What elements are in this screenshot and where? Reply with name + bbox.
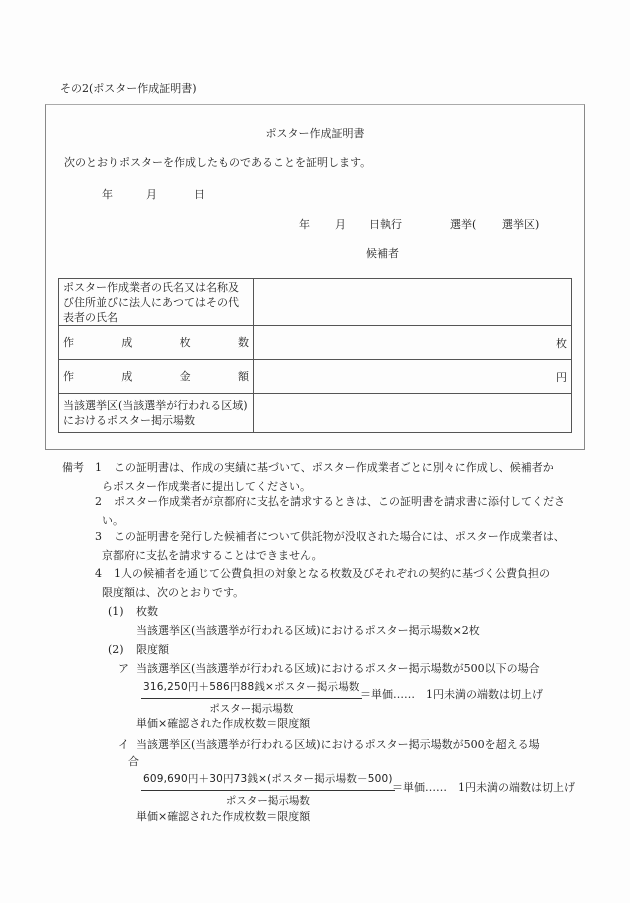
formula-limit: 単価×確認された作成枚数＝限度額 (136, 810, 311, 823)
quantity-field[interactable] (254, 326, 572, 360)
table-row (59, 326, 572, 360)
candidate-label: 候補者 (366, 247, 399, 260)
form-caption: その2(ポスター作成証明書) (60, 82, 197, 95)
note-text: 限度額は、次のとおりです。 (102, 586, 245, 599)
contractor-name-field[interactable] (254, 279, 572, 326)
election-day-field[interactable]: 日執行 (369, 218, 402, 231)
election-year-field[interactable]: 年 (299, 218, 310, 231)
case-mark: イ (118, 738, 129, 751)
formula-denominator: ポスター掲示場数 (225, 795, 310, 807)
label-char: 数 (237, 336, 249, 349)
document-title: ポスター作成証明書 (265, 127, 365, 140)
note-text: この証明書は、作成の実績に基づいて、ポスター作成業者ごとに別々に作成し、候補者か (114, 461, 554, 474)
notes-heading: 備考 (62, 461, 84, 474)
table-row (59, 360, 572, 394)
subsection-number: (2) (108, 643, 124, 656)
note-text: ポスター作成業者が京都府に支払を請求するときは、この証明書を請求書に添付してくださ (114, 495, 565, 508)
note-text: 1人の候補者を通じて公費負担の対象となる枚数及びそれぞれの契約に基づく公費負担の (114, 567, 550, 580)
subsection-title: 限度額 (136, 643, 169, 656)
issue-day-field[interactable]: 日 (194, 188, 205, 201)
contractor-name-label: ポスター作成業者の氏名又は名称及び住所並びに法人にあつてはその代表者の氏名 (59, 279, 254, 326)
formula-limit: 単価×確認された作成枚数＝限度額 (136, 717, 311, 730)
note-text: 京都府に支払を請求することはできません。 (102, 549, 323, 562)
election-district-field[interactable]: 選挙区) (502, 218, 540, 231)
certification-statement: 次のとおりポスターを作成したものであることを証明します。 (64, 156, 372, 169)
label-char: 成 (121, 370, 133, 383)
note-number: 1 (95, 461, 102, 474)
label-char: 額 (237, 370, 249, 383)
formula-result: ＝単価…… 1円未満の端数は切上げ (392, 781, 575, 794)
formula-numerator: 609,690円＋30円73銭×(ポスター掲示場数－500) (141, 770, 395, 791)
note-text: い。 (102, 514, 124, 527)
poster-sites-label: 当該選挙区(当該選挙が行われる区域)におけるポスター掲示場数 (59, 394, 254, 433)
issue-year-field[interactable]: 年 (102, 188, 113, 201)
case-text: 当該選挙区(当該選挙が行われる区域)におけるポスター掲示場数が500以下の場合 (136, 662, 540, 675)
formula-denominator: ポスター掲示場数 (209, 703, 294, 715)
issue-month-field[interactable]: 月 (146, 188, 157, 201)
note-text: らポスター作成業者に提出してください。 (102, 480, 311, 493)
note-number: 2 (95, 495, 102, 508)
amount-label (59, 360, 254, 394)
quantity-label (59, 326, 254, 360)
formula-result: ＝単価…… 1円未満の端数は切上げ (360, 688, 543, 701)
certificate-table (58, 278, 572, 433)
formula-fraction-b (141, 770, 395, 811)
table-row (59, 279, 572, 326)
case-text: 合 (128, 755, 139, 768)
subsection-text: 当該選挙区(当該選挙が行われる区域)におけるポスター掲示場数×2枚 (136, 624, 480, 637)
subsection-title: 枚数 (136, 605, 158, 618)
label-char: 作 (63, 370, 74, 383)
case-text: 当該選挙区(当該選挙が行われる区域)におけるポスター掲示場数が500を超える場 (136, 738, 540, 751)
note-number: 3 (95, 530, 102, 543)
note-text: この証明書を発行した候補者について供託物が没収された場合には、ポスター作成業者は、 (114, 530, 565, 543)
case-mark: ア (118, 662, 129, 675)
label-char: 成 (121, 336, 133, 349)
poster-sites-field[interactable] (254, 394, 572, 433)
unit-sheets: 枚 (556, 336, 567, 350)
label-char: 枚 (179, 336, 191, 349)
formula-numerator: 316,250円＋586円88銭×ポスター掲示場数 (141, 678, 362, 699)
election-month-field[interactable]: 月 (335, 218, 346, 231)
amount-field[interactable] (254, 360, 572, 394)
formula-fraction-a (141, 678, 362, 719)
table-row (59, 394, 572, 433)
election-name-field[interactable]: 選挙( (450, 218, 477, 231)
label-char: 作 (63, 336, 74, 349)
label-char: 金 (179, 370, 191, 383)
note-number: 4 (95, 567, 102, 580)
subsection-number: (1) (108, 605, 124, 618)
unit-yen: 円 (556, 370, 567, 384)
